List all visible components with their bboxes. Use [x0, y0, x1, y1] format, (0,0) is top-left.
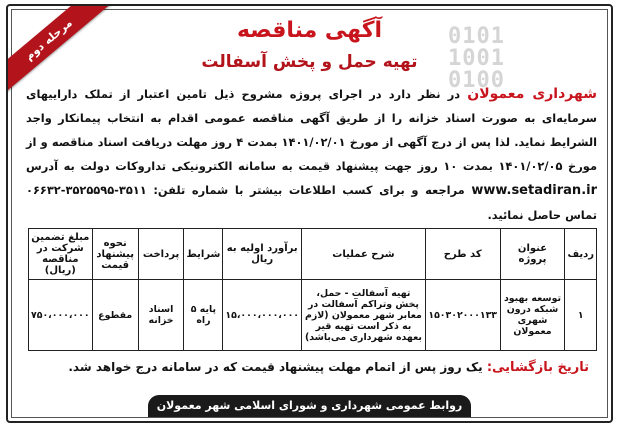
notice-body — [26, 82, 597, 227]
header-row-number: ردیف — [565, 229, 597, 280]
cell-guarantee: ۷۵۰،۰۰۰،۰۰۰ — [29, 280, 93, 351]
header-plan-code: کد طرح — [425, 229, 500, 280]
header-price-method: نحوه پیشنهاد قیمت — [92, 229, 138, 280]
header-project-title: عنوان پروژه — [500, 229, 565, 280]
cell-row-number: ۱ — [565, 280, 597, 351]
cell-payment: اسناد خزانه — [138, 280, 184, 351]
table-row — [29, 280, 597, 351]
header-payment: پرداخت — [138, 229, 184, 280]
cell-project-title: توسعه بهبود شبکه درون شهری معمولان — [500, 280, 565, 351]
notice-frame — [6, 4, 613, 423]
website-link[interactable]: www.setadiran.ir — [471, 183, 597, 198]
stage-badge: مرحله دوم — [6, 4, 114, 97]
table-header-row — [29, 229, 597, 280]
tender-table — [28, 228, 597, 351]
reopening-date — [68, 360, 589, 375]
cell-estimate: ۱۵،۰۰۰،۰۰۰،۰۰۰ — [223, 280, 302, 351]
header-conditions: شرایط — [184, 229, 223, 280]
header-description: شرح عملیات — [302, 229, 426, 280]
cell-plan-code: ۱۵۰۳۰۲۰۰۰۱۳۳ — [425, 280, 500, 351]
page-subtitle: تهیه حمل و پخش آسفالت — [201, 52, 418, 72]
cell-price-method: مقطوع — [92, 280, 138, 351]
cell-conditions: پایه ۵ راه — [184, 280, 223, 351]
footer-banner: روابط عمومی شهرداری و شورای اسلامی شهر معمولان — [148, 395, 471, 417]
header-estimate: برآورد اولیه به ریال — [223, 229, 302, 280]
page-title: آگهی مناقصه — [236, 18, 383, 43]
reopening-text: یک روز پس از اتمام مهلت پیشنهاد قیمت که در سامانه درج خواهد شد. — [68, 360, 487, 374]
watermark-digits: 0101 1001 0100 — [448, 24, 505, 93]
organization-name: شهرداری معمولان — [467, 86, 598, 102]
notice-text-1: در نظر دارد در اجرای پروژه مشروح ذیل تامین اعتبار از تملک داراییهای سرمایه‌ای به صورت اسناد خزانه را از طریق آگهی مناقصه عمومی اقدام به انتخاب پیمانکار واجد الشرایط نماید. لذا پس از درج آگهی از مورخ ۱۴۰۱/۰۲/۰۱ بمدت ۴ روز مهلت دریافت اسناد مناقصه و از مورخ ۱۴۰۱/۰۲/۰۵ بمدت ۱۰ روز جهت پیشنهاد قیمت به سامانه الکترونیکی تداروکات دولت به آدرس — [26, 87, 598, 173]
header-guarantee: مبلغ تضمین شرکت در مناقصه (ریال) — [29, 229, 93, 280]
cell-description: تهیه آسفالت - حمل، پخش وتراکم آسفالت در معابر شهر معمولان (لازم به ذکر است تهیه قیر بعهده شهرداری می‌باشد) — [302, 280, 426, 351]
reopening-label: تاریخ بازگشایی: — [486, 360, 589, 375]
notice-text-2: مراجعه و برای کسب اطلاعات بیشتر با شماره تلفن: ۳۵۱۱-۳۵۲۵۵۹۵-۰۶۶۳۲ تماس حاصل نمائید. — [26, 183, 597, 222]
